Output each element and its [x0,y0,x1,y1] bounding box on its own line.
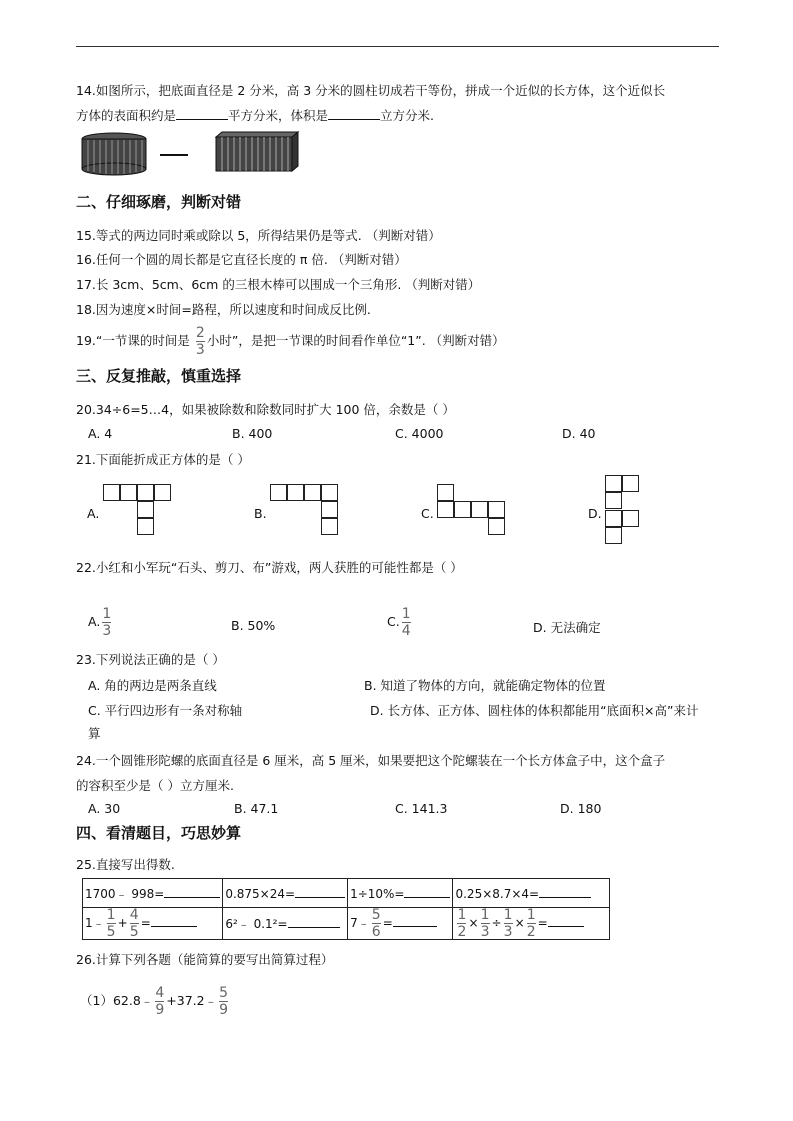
q23-stem: 23.下列说法正确的是（ ） [76,652,225,667]
q19: 19.“一节课的时间是 $\frac{2}{3}$ 小时”，是把一节课的时间看作单位“1”. （判断对错） [76,325,505,358]
q23-option-d-cont: 算 [88,726,101,741]
q18: 18.因为速度×时间=路程，所以速度和时间成反比例. [76,302,371,317]
q22-option-a[interactable]: A. $\frac{1}{3}$ [88,606,112,639]
calc-cell[interactable]: 0.875×24= [223,879,348,908]
q22-option-c[interactable]: C. $\frac{1}{4}$ [387,606,411,639]
cylinder-to-cuboid-figure [80,131,300,177]
q20-stem: 20.34÷6=5…4，如果被除数和除数同时扩大 100 倍，余数是（ ） [76,402,455,417]
section-3-heading: 三、反复推敲，慎重选择 [76,367,242,385]
fraction-1-4: $\frac{1}{4}$ [401,606,411,639]
q20-option-a[interactable]: A. 4 [88,426,113,441]
fraction-4-9: $\frac{4}{9}$ [155,985,165,1018]
fraction-5-9: $\frac{5}{9}$ [219,985,229,1018]
calc-cell[interactable]: 1÷10%= [348,879,453,908]
q24-line2: 的容积至少是（ ）立方厘米. [76,778,234,793]
q14-line2: 方体的表面积约是 平方分米，体积是 立方分米. [76,108,435,123]
q24-option-a[interactable]: A. 30 [88,801,121,816]
q21-option-c[interactable]: C. [421,506,434,521]
calc-cell[interactable]: 1700﹣ 998= [83,879,223,908]
section-2-heading: 二、仔细琢磨，判断对错 [76,193,242,211]
section-4-heading: 四、看清题目，巧思妙算 [76,824,242,842]
q15: 15.等式的两边同时乘或除以 5，所得结果仍是等式. （判断对错） [76,228,441,243]
q23-option-c[interactable]: C. 平行四边形有一条对称轴 [88,703,243,718]
q23-option-a[interactable]: A. 角的两边是两条直线 [88,678,217,693]
q16: 16.任何一个圆的周长都是它直径长度的 π 倍. （判断对错） [76,252,407,267]
q24-option-b[interactable]: B. 47.1 [234,801,279,816]
calc-cell[interactable]: 6²﹣ 0.1²= [223,908,348,940]
q17: 17.长 3cm、5cm、6cm 的三根木棒可以围成一个三角形. （判断对错） [76,277,481,292]
q21-option-b[interactable]: B. [254,506,267,521]
q24-line1: 24.一个圆锥形陀螺的底面直径是 6 厘米，高 5 厘米，如果要把这个陀螺装在一个长方体盒子中，这个盒子 [76,753,666,768]
q26-stem: 26.计算下列各题（能简算的要写出简算过程） [76,952,334,967]
q25-stem: 25.直接写出得数. [76,857,175,872]
q20-option-c[interactable]: C. 4000 [395,426,444,441]
q22-option-d[interactable]: D. 无法确定 [533,620,601,635]
header-rule [76,46,719,47]
q14-blank-volume[interactable] [328,107,380,120]
mental-math-table [82,878,610,940]
calc-cell[interactable]: $\frac{1}{2}$ × $\frac{1}{3}$ ÷ $\frac{1}{3}$ × $\frac{1}{2}$ = [453,908,610,940]
q14-blank-area[interactable] [176,107,228,120]
calc-cell[interactable]: 7﹣ $\frac{5}{6}$ = [348,908,453,940]
fraction-2-3: $\frac{2}{3}$ [195,325,205,358]
q22-stem: 22.小红和小军玩“石头、剪刀、布”游戏，两人获胜的可能性都是（ ） [76,560,463,575]
calc-cell[interactable]: 0.25×8.7×4= [453,879,610,908]
calc-cell[interactable]: 1﹣ $\frac{1}{5}$ + $\frac{4}{5}$ = [83,908,223,940]
q20-option-d[interactable]: D. 40 [562,426,596,441]
q23-option-d[interactable]: D. 长方体、正方体、圆柱体的体积都能用“底面积×高”来计 [370,703,699,718]
q22-option-b[interactable]: B. 50% [231,618,276,633]
q24-option-d[interactable]: D. 180 [560,801,602,816]
q21-option-d[interactable]: D. [588,506,602,521]
q23-option-b[interactable]: B. 知道了物体的方向，就能确定物体的位置 [364,678,606,693]
fraction-1-3: $\frac{1}{3}$ [102,606,112,639]
q24-option-c[interactable]: C. 141.3 [395,801,448,816]
q26-part1: （1）62.8﹣ $\frac{4}{9}$ +37.2﹣ $\frac{5}{9}$ [80,985,229,1018]
q20-option-b[interactable]: B. 400 [232,426,273,441]
q14-line1: 14.如图所示，把底面直径是 2 分米，高 3 分米的圆柱切成若干等份，拼成一个近似的长方体，这个近似长 [76,83,666,98]
q21-option-a[interactable]: A. [87,506,100,521]
q21-stem: 21.下面能折成正方体的是（ ） [76,452,250,467]
